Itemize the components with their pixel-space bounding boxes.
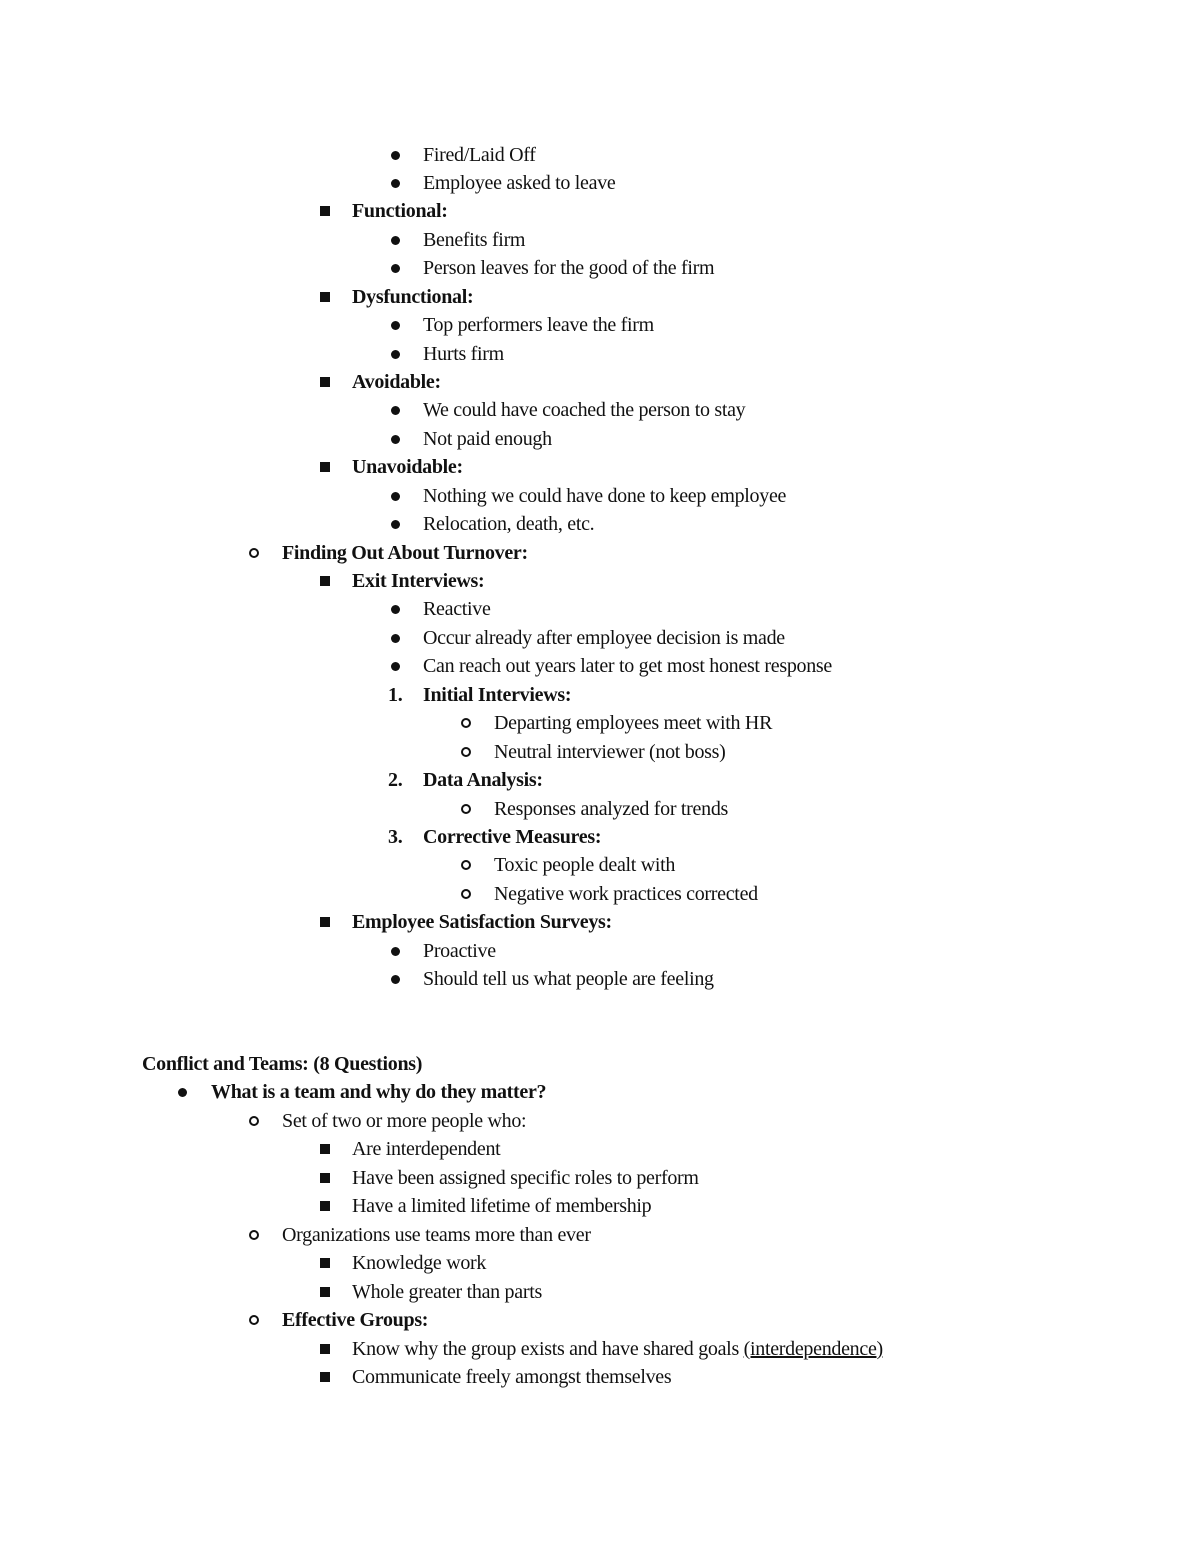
list-item-text: Hurts firm (423, 343, 504, 365)
list-item-text: We could have coached the person to stay (423, 399, 746, 421)
list-item-heading: Data Analysis: (423, 769, 543, 791)
list-item-text: Communicate freely amongst themselves (352, 1366, 672, 1388)
bullet-square-icon (320, 1372, 330, 1382)
list-item-text: Departing employees meet with HR (494, 712, 773, 734)
bullet-square-icon (320, 1144, 330, 1154)
list-item-text: Can reach out years later to get most honest response (423, 655, 832, 677)
list-item-heading: Exit Interviews: (352, 570, 485, 592)
list-item-heading: Effective Groups: (282, 1309, 429, 1331)
bullet-square-icon (320, 377, 330, 387)
list-number: 3. (388, 826, 403, 848)
bullet-dot-icon (391, 947, 400, 956)
list-item-text: Set of two or more people who: (282, 1110, 527, 1132)
bullet-circle-icon (249, 1315, 259, 1325)
list-item-text: Negative work practices corrected (494, 883, 758, 905)
bullet-circle-icon (461, 804, 471, 814)
list-item-text: Occur already after employee decision is made (423, 627, 785, 649)
list-item-heading: Employee Satisfaction Surveys: (352, 911, 612, 933)
bullet-dot-icon (391, 662, 400, 671)
bullet-circle-icon (249, 548, 259, 558)
bullet-square-icon (320, 462, 330, 472)
list-item-text: Nothing we could have done to keep employee (423, 485, 787, 507)
list-item-text (352, 1335, 883, 1363)
bullet-dot-icon (391, 520, 400, 529)
bullet-dot-icon (391, 435, 400, 444)
list-item-heading: What is a team and why do they matter? (211, 1081, 547, 1103)
list-item-text-main: Know why the group exists and have shared goals (352, 1338, 744, 1360)
bullet-dot-icon (391, 264, 400, 273)
list-item-text: Relocation, death, etc. (423, 513, 595, 535)
bullet-circle-icon (461, 747, 471, 757)
list-item-heading: Finding Out About Turnover: (282, 542, 528, 564)
bullet-dot-icon (391, 321, 400, 330)
bullet-dot-icon (391, 151, 400, 160)
bullet-square-icon (320, 1344, 330, 1354)
bullet-circle-icon (461, 889, 471, 899)
list-item-text: Benefits firm (423, 229, 526, 251)
list-item-text: Reactive (423, 598, 491, 620)
list-item-heading: Unavoidable: (352, 456, 463, 478)
list-item-text: Toxic people dealt with (494, 854, 676, 876)
bullet-circle-icon (249, 1116, 259, 1126)
bullet-square-icon (320, 292, 330, 302)
bullet-square-icon (320, 917, 330, 927)
list-item-text: Whole greater than parts (352, 1281, 542, 1303)
underlined-term: (interdependence) (743, 1338, 883, 1360)
list-item-text: Fired/Laid Off (423, 144, 536, 166)
bullet-dot-icon (391, 975, 400, 984)
bullet-dot-icon (178, 1088, 187, 1097)
list-number: 1. (388, 684, 403, 706)
bullet-dot-icon (391, 492, 400, 501)
bullet-square-icon (320, 1287, 330, 1297)
list-item-text: Top performers leave the firm (423, 314, 654, 336)
bullet-square-icon (320, 1173, 330, 1183)
list-item-heading: Corrective Measures: (423, 826, 602, 848)
list-item-text: Have been assigned specific roles to perform (352, 1167, 699, 1189)
bullet-square-icon (320, 1258, 330, 1268)
list-item-heading: Functional: (352, 200, 448, 222)
list-item-text: Should tell us what people are feeling (423, 968, 714, 990)
list-item-text: Proactive (423, 940, 496, 962)
list-item-heading: Initial Interviews: (423, 684, 572, 706)
list-item-heading: Dysfunctional: (352, 286, 474, 308)
bullet-square-icon (320, 576, 330, 586)
list-item-text: Employee asked to leave (423, 172, 616, 194)
bullet-circle-icon (249, 1230, 259, 1240)
list-item-text: Not paid enough (423, 428, 552, 450)
bullet-circle-icon (461, 860, 471, 870)
bullet-square-icon (320, 206, 330, 216)
list-item-text: Responses analyzed for trends (494, 798, 729, 820)
list-item-text: Knowledge work (352, 1252, 487, 1274)
list-item-heading: Avoidable: (352, 371, 441, 393)
list-item-text: Have a limited lifetime of membership (352, 1195, 652, 1217)
bullet-dot-icon (391, 406, 400, 415)
list-item-text: Organizations use teams more than ever (282, 1224, 591, 1246)
bullet-square-icon (320, 1201, 330, 1211)
bullet-dot-icon (391, 236, 400, 245)
section-heading: Conflict and Teams: (8 Questions) (142, 1053, 423, 1075)
bullet-dot-icon (391, 350, 400, 359)
bullet-dot-icon (391, 179, 400, 188)
list-item-text: Person leaves for the good of the firm (423, 257, 715, 279)
bullet-circle-icon (461, 718, 471, 728)
list-item-text: Are interdependent (352, 1138, 501, 1160)
list-item-text: Neutral interviewer (not boss) (494, 741, 726, 763)
bullet-dot-icon (391, 634, 400, 643)
list-number: 2. (388, 769, 403, 791)
bullet-dot-icon (391, 605, 400, 614)
